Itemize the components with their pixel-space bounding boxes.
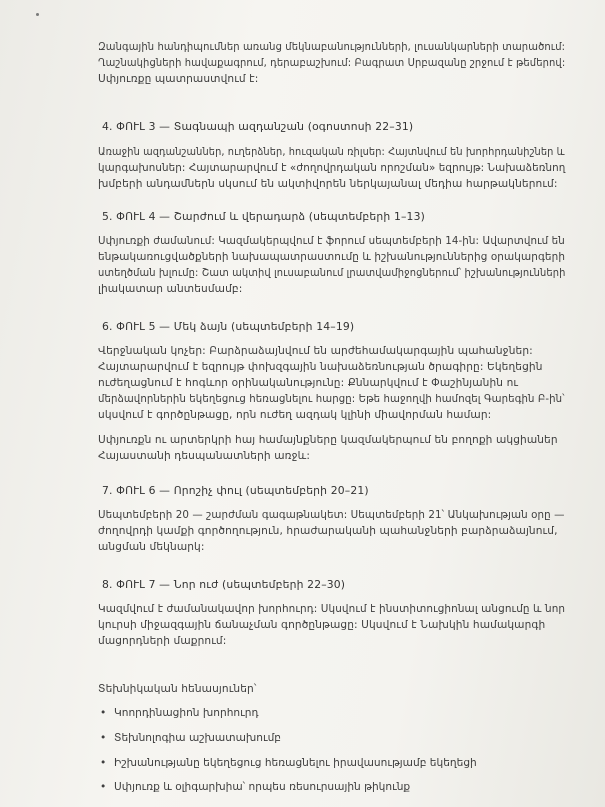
paragraph-line: Սփյուռքի ժամանում: Կազմակերպվում է ֆորում սեպտեմբերի 14-ին: Ավարտվում են [98,235,565,247]
list-item [100,731,281,745]
bullet-glyph: • [100,707,107,719]
paragraph-line: կուրսի միջազգային ճանաչման գործընթացը: Սկսվում է Նախկին համակարգի [98,619,546,631]
section-heading-phase-6: 7. ՓՈՒԼ 6 — Որոշիչ փուլ (սեպտեմբերի 20–21) [102,484,369,497]
list-item [100,780,410,794]
intro-line-1: Զանգային հանդիպումներ առանց մեկնաբանությունների, լուսանկարների տարածում: [98,41,566,53]
paragraph-line: ստեղծման խլումը: Շատ ակտիվ լուսաբանում լրատվամիջոցներում՝ իշխանությունների [98,267,566,279]
paragraph-line: Առաջին ազդանշաններ, ուղերձներ, հուզական ռիլսեր: Հայտնվում են խորհրդանիշներ և [98,146,565,158]
section-heading-phase-3: 4. ՓՈՒԼ 3 — Տագնապի ազդանշան (օգոստոսի 22–31) [102,120,414,133]
paragraph-line: ուժեղացնում է հոգևոր օրինականությունը: Քննարկվում է Փաշինյանին ու [98,377,519,389]
paragraph-line: մացորդների մաքրում: [98,635,227,647]
paragraph-line: լիակատար անտեսմամբ: [98,283,243,295]
paragraph-line: Կազմվում է ժամանակավոր խորհուրդ: Սկսվում է ինստիտուցիոնալ անցումը և նոր [98,603,566,615]
resources-title: Տեխնիկական հենասյուներ՝ [98,683,257,695]
paragraph-line: ենթակառուցվածքների նախապատրաստումը և իշխանություններից օրակարգերի [98,251,566,263]
paragraph-line: Հայտարարվում է եզրույթ փոխզգային նախաձեռնության ծրագիրը: Եկեղեցին [98,361,543,373]
paragraph-line: անցման մեկնարկ: [98,541,205,553]
bullet-glyph: • [100,757,107,769]
list-item-text: Իշխանությանը եկեղեցուց հեռացնելու իրավասությամբ եկեղեցի [114,757,477,769]
paragraph-line: կարգախոսներ: Հայտարարվում է «ժողովրդական որոշման» եզրույթ: Նախաձեռնող [98,162,566,174]
list-item-text: Սփյուռք և օլիգարխիա՝ որպես ռեսուրսային թիկունք [114,781,411,793]
intro-line-3: Սփյուռքը պատրաստվում է: [98,73,259,85]
list-item-text: Կոորդինացիոն խորհուրդ [114,707,259,719]
paragraph-line: Սփյուռքն ու արտերկրի հայ համայնքները կազմակերպում են բողոքի ակցիաներ [98,434,558,446]
intro-line-2: Ղաշնակիցների հավաքագրում, դերաբաշխում: Բագրատ Սրբազանը շրջում է թեմերով: [98,57,566,69]
paragraph-line: ժողովրդի կամքի գործողություն, հրաժարականի պահանջների բարձրաձայնում, [98,525,558,537]
list-item-text: Տեխնոլոգիա աշխատախումբ [114,732,282,744]
paragraph-line: Վերջնական կոչեր: Բարձրաձայնվում են արժեհամակարգային պահանջներ: [98,345,533,357]
section-heading-phase-5: 6. ՓՈՒԼ 5 — Մեկ ձայն (սեպտեմբերի 14–19) [102,320,355,333]
paragraph-line: սկսվում է գործընթացը, որն ուժեղ ազդակ կլինի միավորման համար: [98,409,492,421]
section-heading-phase-4: 5. ՓՈՒԼ 4 — Շարժում և վերադարձ (սեպտեմբերի 1–13) [102,210,425,223]
paragraph-line: խմբերի անդամներն սկսում են ակտիվորեն ներկայանալ մեդիա հարթակներում: [98,178,558,190]
paragraph-line: Հայաստանի դեսպանատների առջև: [98,450,310,462]
section-heading-phase-7: 8. ՓՈՒԼ 7 — Նոր ուժ (սեպտեմբերի 22–30) [102,578,346,591]
paragraph-line: մերձավորներին եկեղեցուց հեռացնելու հարցը: Եթե հաջողվի համոզել Գարեգին Բ-ին՝ [98,393,565,405]
bullet-glyph: • [100,781,107,793]
bullet-glyph: • [100,732,107,744]
list-item [100,756,477,770]
paragraph-line: Սեպտեմբերի 20 — շարժման գագաթնակետ: Սեպտեմբերի 21՝ Անկախության օրը — [98,509,565,521]
list-item [100,706,258,720]
